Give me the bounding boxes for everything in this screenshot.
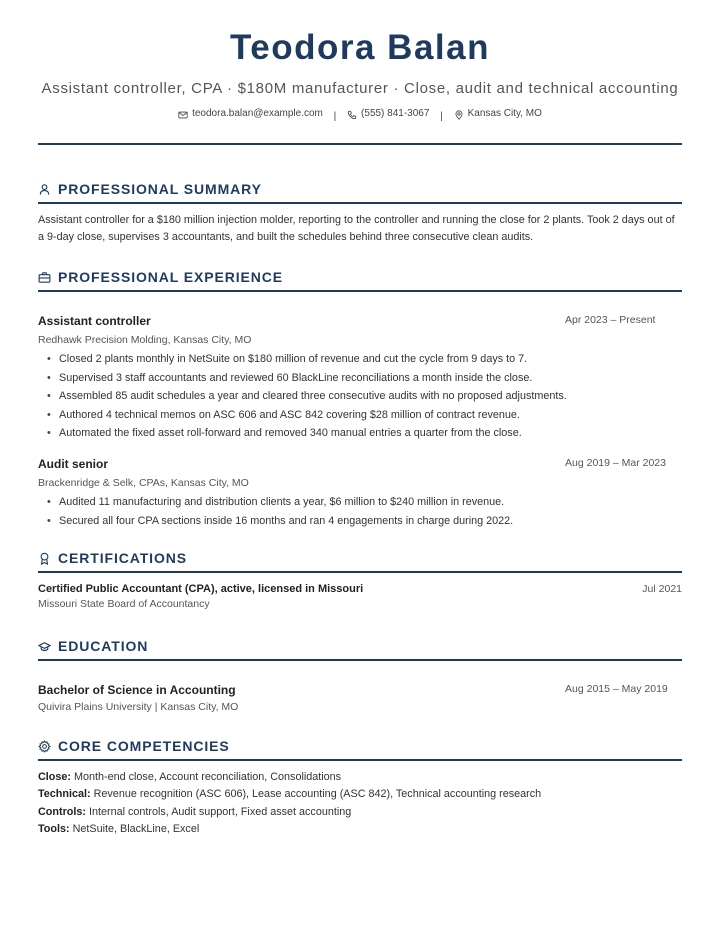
summary-section <box>38 179 682 204</box>
competency-line <box>38 821 682 838</box>
bullet-item: • Secured all four CPA sections inside 16 months and ran 4 engagements in charge during 2022. <box>38 512 682 531</box>
competency-label: Close: <box>38 771 71 783</box>
section-divider <box>38 571 682 573</box>
certification-name: Certified Public Accountant (CPA), active, licensed in Missouri <box>38 583 364 595</box>
certification-issuer: Missouri State Board of Accountancy <box>38 598 210 610</box>
section-title: EDUCATION <box>58 638 149 654</box>
job-bullets <box>38 350 682 443</box>
certifications-section <box>38 548 682 573</box>
map-pin-icon <box>454 110 464 120</box>
job-title: Assistant controller <box>38 314 151 328</box>
bullet-item: • Audited 11 manufacturing and distribution clients a year, $6 million to $240 million in revenue. <box>38 493 682 512</box>
competency-line <box>38 786 682 803</box>
location-text: Kansas City, MO <box>467 108 542 119</box>
job-organization: Brackenridge & Selk, CPAs, Kansas City, MO <box>38 477 249 489</box>
section-title: CERTIFICATIONS <box>58 550 188 566</box>
section-title: CORE COMPETENCIES <box>58 738 230 754</box>
school: Quivira Plains University | Kansas City, MO <box>38 701 239 713</box>
section-divider <box>38 202 682 204</box>
section-divider <box>38 290 682 292</box>
competency-label: Controls: <box>38 805 86 818</box>
contact-bar <box>38 108 682 122</box>
competency-value: Internal controls, Audit support, Fixed asset accounting <box>88 805 352 818</box>
job-dates: Aug 2019 – Mar 2023 <box>565 457 666 469</box>
competency-value: Month-end close, Account reconciliation, Consolidations <box>74 771 342 783</box>
contact-phone[interactable] <box>347 108 429 119</box>
bullet-item: • Automated the fixed asset roll-forward and removed 340 manual entries a quarter from the close. <box>38 424 682 443</box>
phone-text: (555) 841-3067 <box>361 108 430 119</box>
contact-location <box>454 108 542 119</box>
degree: Bachelor of Science in Accounting <box>38 683 236 697</box>
education-section <box>38 636 682 661</box>
job-bullets <box>38 493 682 530</box>
bullet-item: • Closed 2 plants monthly in NetSuite on $180 million of revenue and cut the cycle from 9 days to 7. <box>38 350 682 369</box>
competency-value: Revenue recognition (ASC 606), Lease accounting (ASC 842), Technical accounting research <box>93 788 542 801</box>
job-organization: Redhawk Precision Molding, Kansas City, MO <box>38 334 252 346</box>
competencies-section <box>38 736 682 761</box>
certification-date: Jul 2021 <box>642 583 682 595</box>
education-entry <box>38 683 682 713</box>
envelope-icon <box>178 110 188 120</box>
section-title: PROFESSIONAL SUMMARY <box>58 181 262 197</box>
competency-label: Tools: <box>38 822 70 835</box>
education-dates: Aug 2015 – May 2019 <box>565 683 668 695</box>
headline: Assistant controller, CPA · $180M manufacturer · Close, audit and technical accounting <box>41 80 679 97</box>
competency-line <box>38 769 682 786</box>
person-icon <box>38 183 51 196</box>
bullet-item: • Supervised 3 staff accountants and reviewed 60 BlackLine reconciliations a month inside the close. <box>38 369 682 388</box>
competency-line <box>38 804 682 821</box>
job-dates: Apr 2023 – Present <box>565 314 656 326</box>
contact-separator: | <box>440 110 443 122</box>
certification-entry <box>38 583 682 610</box>
contact-email[interactable] <box>178 108 323 119</box>
experience-section <box>38 267 682 292</box>
competencies-list <box>38 769 682 838</box>
competency-value: NetSuite, BlackLine, Excel <box>72 822 200 835</box>
briefcase-icon <box>38 271 51 284</box>
job-entry <box>38 314 682 443</box>
section-divider <box>38 759 682 761</box>
summary-text: Assistant controller for a $180 million injection molder, reporting to the controller and running the close for 2 plants. Took 2 days out of a 9-day close, supervises 3 accountants, and built the schedules behind three consecutive clean audits. <box>38 214 675 243</box>
contact-separator: | <box>333 110 337 122</box>
award-icon <box>38 552 51 565</box>
gear-icon <box>38 740 51 753</box>
graduation-cap-icon <box>38 640 51 653</box>
phone-icon <box>347 110 357 120</box>
section-title: PROFESSIONAL EXPERIENCE <box>58 269 284 285</box>
section-divider <box>38 659 682 661</box>
bullet-item: • Assembled 85 audit schedules a year and cleared three consecutive audits with no proposed adjustments. <box>38 387 682 406</box>
candidate-name: Teodora Balan <box>229 28 490 67</box>
bullet-item: • Authored 4 technical memos on ASC 606 and ASC 842 covering $28 million of contract revenue. <box>38 406 682 425</box>
header-divider <box>38 143 682 145</box>
job-title: Audit senior <box>38 457 109 471</box>
job-entry <box>38 457 682 530</box>
competency-label: Technical: <box>38 788 91 801</box>
email-text: teodora.balan@example.com <box>192 108 323 119</box>
